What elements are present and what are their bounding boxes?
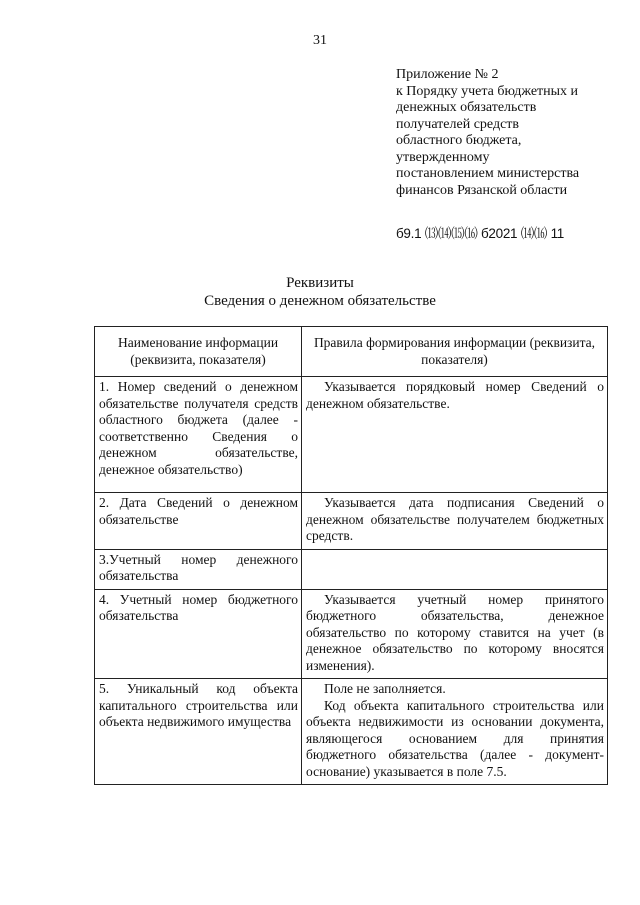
- table-row: [95, 549, 608, 589]
- requisite-name: 3.Учетный номер денежного обязательства: [95, 549, 302, 589]
- appendix-line: областного бюджета,: [396, 133, 522, 148]
- appendix-line: получателей средств: [396, 116, 520, 132]
- rule-paragraph: Поле не заполняется.: [324, 681, 446, 696]
- table-row: [95, 377, 608, 493]
- appendix-block: [396, 67, 626, 199]
- table-row: [95, 493, 608, 550]
- requisite-rule: [302, 589, 608, 679]
- requisite-name: 1. Номер сведений о денежном обязательстве получателя средств областного бюджета (далее - соответственно Сведения о денежном обязательстве, денежное обязательство): [95, 377, 302, 493]
- document-heading: [0, 274, 640, 310]
- page-number: 31: [313, 33, 327, 48]
- requisites-table: [94, 326, 608, 785]
- requisite-rule-empty: [302, 549, 608, 589]
- rule-paragraph: Указывается учетный номер принятого бюджетного обязательства, денежное обязательство по которому ставится на учет (в денежное обязательство по которому вносятся изменения).: [306, 591, 604, 673]
- requisite-name: 4. Учетный номер бюджетного обязательства: [95, 589, 302, 679]
- appendix-line: утвержденному: [396, 149, 490, 165]
- appendix-line: финансов Рязанской области: [396, 182, 568, 198]
- header-name-column: Наименование информации (реквизита, показателя): [95, 327, 302, 377]
- header-rules-column: Правила формирования информации (реквизита, показателя): [302, 327, 608, 377]
- table-row: [95, 589, 608, 679]
- rule-paragraph: Код объекта капитального строительства или объекта недвижимости из основании документа, являющегося основанием для принятия бюджетного обязательства (далее - документ-основание) указывается в поле 7.5.: [306, 697, 604, 779]
- heading-subtitle: Сведения о денежном обязательстве: [204, 293, 436, 309]
- table-header-row: [95, 327, 608, 377]
- requisite-rule: [302, 377, 608, 493]
- requisite-rule: [302, 493, 608, 550]
- appendix-line: Приложение № 2: [396, 67, 499, 82]
- appendix-line: денежных обязательств: [396, 100, 537, 115]
- appendix-line: к Порядку учета бюджетных и: [396, 83, 579, 99]
- requisite-name: 2. Дата Сведений о денежном обязательстве: [95, 493, 302, 550]
- appendix-line: постановлением министерства: [396, 166, 580, 181]
- decree-date-number: б9.1 ⒀⒁⒂⒃ б2021 ⒁⒃ 11: [396, 226, 564, 241]
- rule-paragraph: Указывается порядковый номер Сведений о денежном обязательстве.: [306, 379, 604, 411]
- heading-title: Реквизиты: [286, 275, 354, 291]
- requisite-rule: [302, 679, 608, 785]
- requisite-name: 5. Уникальный код объекта капитального строительства или объекта недвижимого имущества: [95, 679, 302, 785]
- table-row: [95, 679, 608, 785]
- rule-paragraph: Указывается дата подписания Сведений о денежном обязательстве получателем бюджетных средств.: [306, 495, 604, 543]
